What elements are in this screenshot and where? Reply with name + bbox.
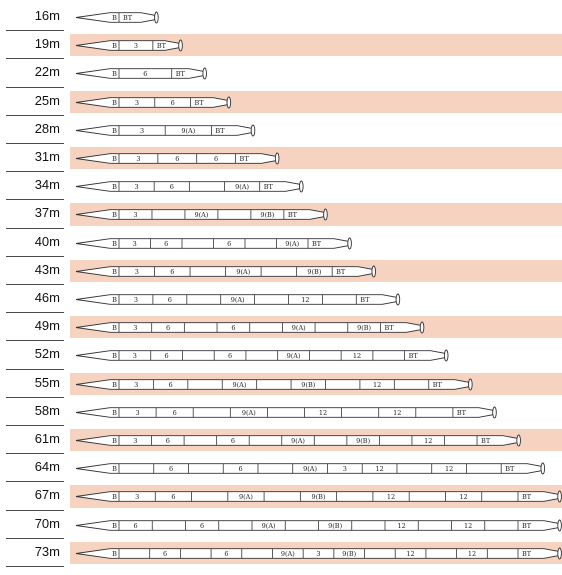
section-label: 3 — [316, 549, 321, 558]
boom-tip-pulley — [203, 68, 207, 79]
boom-pole — [0, 229, 562, 257]
section-label: 9(A) — [235, 182, 250, 191]
boom-pole — [0, 172, 562, 200]
section-label: 3 — [133, 41, 139, 50]
config-row — [0, 398, 562, 426]
section-label: 12 — [393, 408, 402, 417]
section-label: 9(B) — [307, 267, 322, 276]
boom-length-label: 52m — [34, 346, 60, 362]
boom-tip-pulley — [372, 266, 376, 277]
boom-tip-pulley — [558, 520, 562, 531]
section-label: 9(B) — [342, 549, 357, 558]
section-label: 9(A) — [280, 549, 295, 558]
section-label: 6 — [224, 549, 229, 558]
section-label: BT — [336, 267, 346, 276]
boom-tip-pulley — [444, 350, 448, 361]
section-label: BT — [263, 182, 273, 191]
section-label: 6 — [164, 239, 169, 248]
boom-pole — [0, 3, 562, 31]
config-row — [0, 511, 562, 539]
boom-length-label: 40m — [34, 233, 60, 249]
section-label: 6 — [162, 549, 168, 558]
boom-tip-pulley — [227, 97, 231, 108]
section-label: 9(A) — [286, 352, 301, 361]
boom-length-label: 55m — [34, 374, 60, 390]
boom-tip-pulley — [251, 125, 255, 136]
boom-tip-pulley — [420, 322, 424, 333]
boom-outline — [76, 97, 227, 107]
boom-pole — [0, 426, 562, 454]
section-label: 12 — [386, 493, 396, 502]
section-label: 3 — [132, 352, 137, 361]
section-label: 6 — [143, 70, 148, 79]
section-label: 9(A) — [291, 436, 305, 445]
boom-length-label: 34m — [34, 177, 60, 193]
section-label: 3 — [140, 126, 145, 135]
section-label: 9(A) — [291, 323, 306, 332]
section-label: B — [112, 549, 117, 558]
boom-tip-pulley — [324, 209, 328, 220]
section-label: 3 — [135, 408, 140, 417]
boom-pole — [0, 511, 562, 539]
section-label: 6 — [169, 464, 174, 473]
section-label: BT — [312, 239, 322, 248]
boom-outline — [76, 351, 445, 361]
config-row — [0, 144, 562, 172]
boom-length-label: 31m — [34, 149, 60, 164]
section-label: B — [112, 70, 117, 79]
boom-tip-pulley — [348, 238, 352, 249]
boom-length-label: 67m — [34, 487, 60, 503]
section-label: 9(A) — [261, 521, 276, 530]
section-label: 3 — [133, 323, 138, 332]
boom-tip-pulley — [558, 491, 562, 502]
section-label: BT — [175, 70, 185, 79]
section-label: 3 — [132, 239, 137, 248]
boom-length-label: 43m — [34, 261, 60, 277]
section-label: 6 — [231, 323, 236, 332]
boom-pole — [0, 398, 562, 426]
section-label: 3 — [342, 464, 347, 473]
boom-pole — [0, 539, 562, 567]
boom-pole — [0, 482, 562, 510]
section-label: B — [112, 352, 117, 361]
boom-pole — [0, 341, 562, 369]
section-label: B — [112, 295, 117, 304]
section-label: 3 — [134, 267, 139, 276]
boom-length-label: 58m — [34, 402, 60, 418]
section-label: 6 — [238, 464, 243, 473]
section-label: 6 — [200, 521, 205, 530]
section-label: B — [112, 408, 117, 417]
boom-tip-pulley — [155, 12, 159, 23]
config-row — [0, 59, 562, 87]
boom-length-label: 61m — [34, 431, 60, 446]
section-label: B — [112, 521, 117, 530]
section-label: 12 — [459, 493, 468, 502]
section-label: 9(A) — [303, 464, 318, 473]
section-label: B — [112, 126, 117, 135]
section-label: BT — [522, 521, 532, 530]
section-label: B — [112, 98, 117, 107]
section-label: B — [112, 323, 117, 332]
section-label: B — [112, 182, 117, 191]
section-label: 9(A) — [194, 211, 209, 220]
section-label: 12 — [463, 521, 473, 530]
section-label: 12 — [375, 464, 384, 473]
section-label: 9(B) — [260, 211, 275, 220]
section-label: B — [112, 493, 117, 502]
boom-length-label: 16m — [34, 8, 60, 23]
config-row — [0, 285, 562, 313]
boom-outline — [76, 125, 251, 135]
section-label: B — [112, 436, 117, 445]
section-label: 12 — [406, 549, 415, 558]
boom-pole — [0, 144, 562, 172]
section-label: 12 — [467, 549, 477, 558]
boom-tip-pulley — [517, 435, 521, 446]
section-label: 9(A) — [230, 295, 245, 304]
section-label: B — [112, 211, 117, 220]
section-label: 6 — [169, 182, 174, 191]
section-label: BT — [481, 436, 491, 445]
config-row — [0, 31, 562, 59]
section-label: 9(A) — [236, 267, 251, 276]
section-label: 9(A) — [232, 380, 247, 389]
config-row — [0, 482, 562, 510]
config-row — [0, 116, 562, 144]
boom-length-label: 70m — [34, 515, 60, 531]
boom-pole — [0, 313, 562, 341]
section-label: 9(A) — [181, 126, 196, 135]
section-label: 6 — [165, 436, 170, 445]
config-row — [0, 172, 562, 200]
section-label: BT — [432, 380, 442, 389]
section-label: BT — [239, 154, 249, 163]
config-row — [0, 426, 562, 454]
section-label: 9(B) — [356, 436, 371, 445]
section-label: 12 — [318, 408, 328, 417]
boom-pole — [0, 88, 562, 116]
boom-pole — [0, 200, 562, 228]
section-label: 12 — [352, 352, 362, 361]
section-label: BT — [215, 126, 225, 135]
section-label: BT — [505, 464, 515, 473]
boom-tip-pulley — [493, 407, 497, 418]
section-label: 9(B) — [301, 380, 316, 389]
section-label: 6 — [227, 352, 233, 361]
section-label: 6 — [230, 436, 235, 445]
boom-length-label: 49m — [34, 318, 60, 334]
section-label: BT — [287, 211, 297, 220]
section-label: B — [112, 464, 117, 473]
section-label: 12 — [444, 464, 454, 473]
section-label: 9(A) — [241, 408, 256, 417]
config-row — [0, 454, 562, 482]
section-label: 9(A) — [285, 239, 300, 248]
section-label: B — [112, 267, 117, 276]
section-label: 6 — [170, 98, 175, 107]
boom-length-label: 19m — [34, 36, 60, 52]
boom-tip-pulley — [558, 548, 562, 559]
section-label: BT — [522, 493, 532, 502]
section-label: B — [112, 380, 117, 389]
config-row — [0, 313, 562, 341]
config-row — [0, 200, 562, 228]
section-label: B — [112, 154, 117, 163]
section-label: BT — [522, 549, 532, 558]
section-label: 12 — [301, 295, 310, 304]
section-label: BT — [384, 323, 394, 332]
section-label: 6 — [172, 408, 177, 417]
section-label: 12 — [372, 380, 382, 389]
section-label: 9(B) — [357, 323, 372, 332]
boom-tip-pulley — [275, 153, 279, 164]
section-label: BT — [408, 352, 418, 361]
boom-pole — [0, 454, 562, 482]
section-label: B — [112, 41, 117, 50]
section-label: 6 — [168, 380, 173, 389]
boom-pole — [0, 116, 562, 144]
section-label: B — [112, 13, 117, 22]
boom-length-label: 46m — [34, 290, 60, 305]
boom-pole — [0, 257, 562, 285]
section-label: BT — [360, 295, 370, 304]
section-label: 3 — [134, 380, 139, 389]
boom-outline — [76, 520, 558, 530]
config-row — [0, 370, 562, 398]
section-label: 6 — [133, 521, 138, 530]
section-label: BT — [156, 41, 166, 50]
section-label: 9(A) — [239, 493, 253, 502]
section-label: BT — [456, 408, 467, 417]
section-label: 6 — [167, 295, 172, 304]
boom-tip-pulley — [541, 463, 545, 474]
boom-pole — [0, 59, 562, 87]
section-label: 6 — [227, 239, 232, 248]
boom-tip-pulley — [396, 294, 400, 305]
section-label: BT — [194, 98, 204, 107]
boom-tip-pulley — [300, 181, 304, 192]
section-label: 6 — [164, 352, 169, 361]
boom-tip-pulley — [179, 40, 183, 51]
section-label: 6 — [214, 154, 219, 163]
boom-pole — [0, 31, 562, 59]
section-label: 6 — [175, 154, 180, 163]
config-row — [0, 257, 562, 285]
section-label: 3 — [135, 493, 140, 502]
section-label: 6 — [171, 493, 176, 502]
boom-pole — [0, 370, 562, 398]
config-row — [0, 539, 562, 567]
boom-pole — [0, 285, 562, 313]
config-row — [0, 3, 562, 31]
section-label: B — [112, 239, 117, 248]
boom-length-label: 64m — [34, 459, 60, 475]
section-label: 3 — [133, 436, 138, 445]
boom-length-label: 73m — [34, 543, 60, 559]
section-label: 3 — [133, 295, 139, 304]
boom-outline — [76, 266, 372, 276]
config-row — [0, 88, 562, 116]
section-label: 9(B) — [311, 493, 326, 502]
section-label: BT — [123, 13, 133, 22]
boom-length-label: 25m — [34, 92, 60, 108]
section-label: 6 — [170, 267, 175, 276]
section-label: 3 — [134, 182, 139, 191]
section-label: 3 — [134, 98, 139, 107]
boom-length-label: 28m — [34, 120, 60, 136]
section-label: 12 — [424, 436, 433, 445]
section-label: 9(B) — [328, 521, 343, 530]
section-label: 12 — [397, 521, 406, 530]
section-label: 6 — [165, 323, 171, 332]
boom-length-label: 22m — [34, 64, 60, 80]
boom-tip-pulley — [469, 379, 473, 390]
section-label: 3 — [136, 154, 141, 163]
config-row — [0, 229, 562, 257]
boom-length-label: 37m — [34, 205, 60, 221]
section-label: 3 — [133, 211, 138, 220]
config-row — [0, 341, 562, 369]
